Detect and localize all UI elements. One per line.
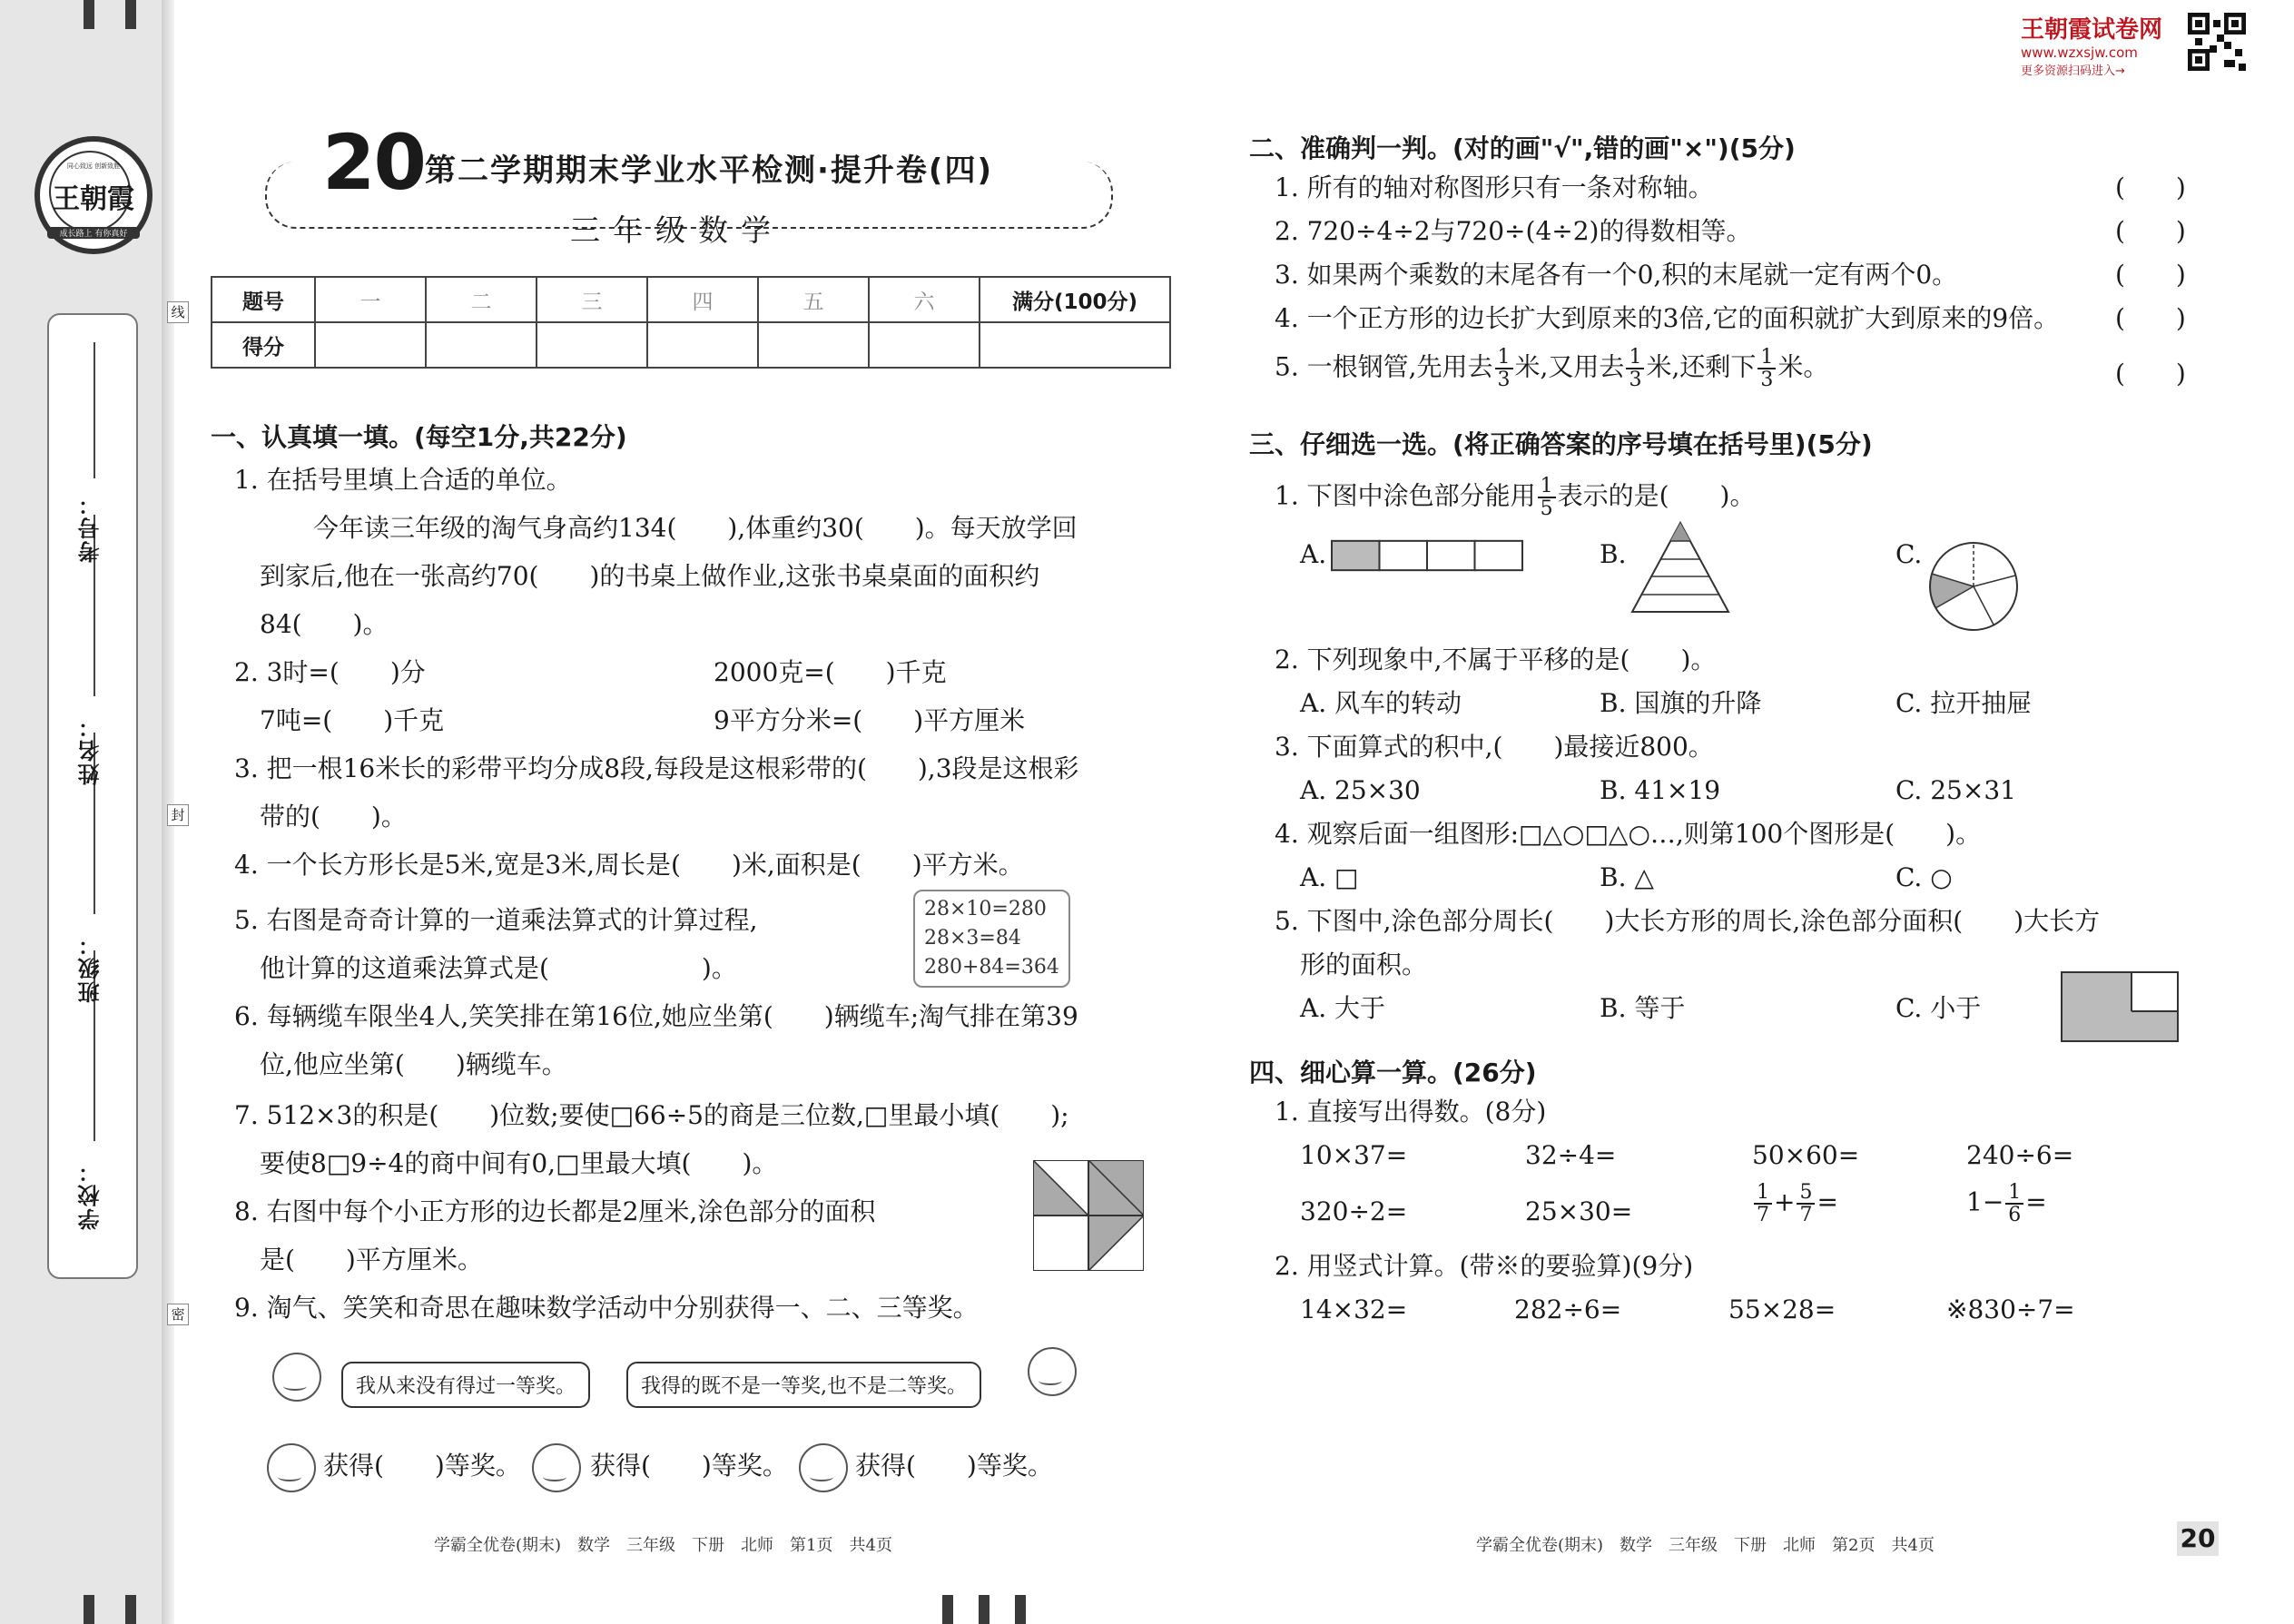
- site-name: 王朝霞试卷网: [2021, 16, 2163, 44]
- q3-line1: 3. 把一根16米长的彩带平均分成8段,每段是这根彩带的( ),3段是这根彩: [234, 753, 1079, 783]
- calc-1-prompt: 1. 直接写出得数。(8分): [1275, 1097, 1547, 1127]
- q1-line3: 84( )。: [260, 609, 389, 639]
- site-tagline: 更多资源扫码进入→: [2021, 64, 2125, 78]
- name-label: 姓名：: [77, 714, 103, 785]
- judge-5-b: 米,又用去: [1514, 351, 1625, 382]
- qr-code-icon[interactable]: [2188, 13, 2246, 71]
- judge-5-c: 米,还剩下: [1646, 351, 1757, 382]
- option-a-label[interactable]: A.: [1300, 539, 1327, 569]
- choice-3-option-c[interactable]: C. 25×31: [1895, 775, 2016, 805]
- choice-4-option-c[interactable]: C. ○: [1895, 862, 1953, 892]
- speech-bubble-1: 我从来没有得过一等奖。: [341, 1362, 590, 1408]
- fraction: $\frac{1}{3}$: [1495, 347, 1513, 390]
- exam-no-line[interactable]: [94, 342, 95, 478]
- brand-name: 王朝霞: [53, 183, 134, 215]
- choice-1-a: 1. 下图中涂色部分能用: [1275, 480, 1536, 511]
- brand-banner: 成长路上 有你真好: [47, 227, 140, 239]
- paper-title: 第二学期期末学业水平检测·提升卷(四): [425, 153, 993, 189]
- paper-number: 20: [322, 118, 425, 207]
- footer-right: 学霸全优卷(期末) 数学 三年级 下册 北师 第2页 共4页: [1476, 1536, 1935, 1555]
- judge-3: 3. 如果两个乘数的末尾各有一个0,积的末尾就一定有两个0。: [1275, 260, 1958, 290]
- section-2-heading: 二、准确判一判。(对的画"√",错的画"×")(5分): [1249, 133, 1796, 163]
- choice-5-option-a[interactable]: A. 大于: [1300, 993, 1386, 1023]
- option-b-label[interactable]: B.: [1600, 539, 1627, 569]
- fraction: $\frac{5}{7}$: [1797, 1182, 1815, 1225]
- score-cell[interactable]: [869, 322, 980, 368]
- girl-avatar-icon: [1028, 1347, 1077, 1396]
- judge-4-paren[interactable]: ( ): [2115, 303, 2186, 333]
- score-col-header: 三: [537, 277, 647, 322]
- seal-char: 密: [167, 1304, 189, 1325]
- judge-5-d: 米。: [1777, 351, 1829, 382]
- fraction: $\frac{1}{7}$: [1754, 1182, 1772, 1225]
- score-cell[interactable]: [426, 322, 537, 368]
- q1-line2: 到家后,他在一张高约70( )的书桌上做作业,这张书桌桌面的面积约: [260, 561, 1040, 591]
- score-col-header: 五: [758, 277, 869, 322]
- calc-step: 28×3=84: [924, 926, 1021, 950]
- boy-avatar-icon: [272, 1353, 321, 1402]
- choice-3-option-a[interactable]: A. 25×30: [1300, 775, 1421, 805]
- crop-mark: [942, 1595, 953, 1624]
- footer-left: 学霸全优卷(期末) 数学 三年级 下册 北师 第1页 共4页: [434, 1536, 892, 1555]
- q2-part-b: 2000克=( )千克: [714, 657, 947, 687]
- oral-calc: 320÷2=: [1300, 1196, 1408, 1226]
- choice-4: 4. 观察后面一组图形:□△○□△○…,则第100个图形是( )。: [1275, 819, 1982, 849]
- fraction: $\frac{1}{5}$: [1538, 476, 1556, 519]
- calc-step: 280+84=364: [924, 955, 1059, 979]
- q4-text: 4. 一个长方形长是5米,宽是3米,周长是( )米,面积是( )平方米。: [234, 850, 1024, 880]
- q8-grid-figure: [1033, 1160, 1144, 1271]
- boy-avatar-icon: [267, 1443, 316, 1492]
- q3-line2: 带的( )。: [260, 802, 407, 832]
- speech-bubble-2: 我得的既不是一等奖,也不是二等奖。: [626, 1362, 981, 1408]
- vertical-calc: ※830÷7=: [1946, 1294, 2075, 1324]
- choice-5-option-b[interactable]: B. 等于: [1600, 993, 1686, 1023]
- q2-part-c: 7吨=( )千克: [260, 705, 445, 735]
- score-cell[interactable]: [758, 322, 869, 368]
- choice-3-option-b[interactable]: B. 41×19: [1600, 775, 1721, 805]
- q1-line1: 今年读三年级的淘气身高约134( ),体重约30( )。每天放学回: [313, 513, 1078, 543]
- choice-1-b: 表示的是( )。: [1557, 480, 1756, 511]
- score-col-header: 六: [869, 277, 980, 322]
- q6-line2: 位,他应坐第( )辆缆车。: [260, 1049, 567, 1079]
- crop-mark: [979, 1595, 989, 1624]
- vertical-calc: 14×32=: [1300, 1294, 1408, 1324]
- score-table: [211, 276, 1171, 369]
- score-cell[interactable]: [980, 322, 1170, 368]
- score-cell[interactable]: [537, 322, 647, 368]
- paper-subtitle: 三年级数学: [570, 212, 783, 248]
- oral-calc-fraction-sum: $\frac{1}{7}$ + $\frac{5}{7}$ =: [1752, 1182, 1838, 1225]
- judge-4: 4. 一个正方形的边长扩大到原来的3倍,它的面积就扩大到原来的9倍。: [1275, 303, 2060, 333]
- q1-prompt: 1. 在括号里填上合适的单位。: [234, 465, 572, 495]
- girl-avatar-icon: [532, 1443, 581, 1492]
- choice-2-option-b[interactable]: B. 国旗的升降: [1600, 688, 1762, 718]
- choice-3: 3. 下面算式的积中,( )最接近800。: [1275, 732, 1714, 762]
- choice-2-option-c[interactable]: C. 拉开抽屉: [1895, 688, 2033, 718]
- brand-seal: [34, 136, 153, 254]
- student-id-box: [47, 313, 138, 1279]
- vertical-calc: 282÷6=: [1514, 1294, 1622, 1324]
- site-url: www.wzxsjw.com: [2021, 44, 2138, 61]
- q2-part-a: 2. 3时=( )分: [234, 657, 426, 687]
- score-col-header: 四: [647, 277, 758, 322]
- choice-5-line2: 形的面积。: [1300, 950, 1428, 979]
- judge-1: 1. 所有的轴对称图形只有一条对称轴。: [1275, 172, 1714, 202]
- choice-5-option-c[interactable]: C. 小于: [1895, 993, 1982, 1023]
- score-col-header: 二: [426, 277, 537, 322]
- section-4-heading: 四、细心算一算。(26分): [1249, 1058, 1537, 1088]
- crop-mark: [125, 0, 136, 29]
- q5-calc-box: [913, 890, 1070, 988]
- q7-line1: 7. 512×3的积是( )位数;要使□66÷5的商是三位数,□里最小填( );: [234, 1100, 1069, 1130]
- score-cell[interactable]: [647, 322, 758, 368]
- judge-5-paren[interactable]: ( ): [2115, 359, 2186, 389]
- judge-1-paren[interactable]: ( ): [2115, 172, 2186, 202]
- judge-2-paren[interactable]: ( ): [2115, 216, 2186, 246]
- exam-no-label: 考号：: [77, 492, 103, 563]
- class-label: 班级：: [77, 932, 103, 1003]
- q9-text: 9. 淘气、笑笑和奇思在趣味数学活动中分别获得一、二、三等奖。: [234, 1293, 979, 1323]
- choice-2-option-a[interactable]: A. 风车的转动: [1300, 688, 1462, 718]
- oral-calc: 32÷4=: [1525, 1140, 1617, 1170]
- choice-1: [1275, 476, 1755, 519]
- fraction: $\frac{1}{6}$: [2005, 1182, 2023, 1225]
- seal-char: 线: [167, 301, 189, 323]
- score-col-header: 一: [315, 277, 426, 322]
- score-col-total: 满分(100分): [980, 277, 1170, 322]
- option-c-label[interactable]: C.: [1895, 539, 1923, 569]
- judge-5: [1275, 347, 1828, 390]
- page-number: 20: [2177, 1521, 2219, 1556]
- boy-avatar-icon: [799, 1443, 848, 1492]
- score-row-label: 得分: [212, 322, 315, 368]
- award-answer-2: 获得( )等奖。: [590, 1451, 788, 1481]
- oral-calc-fraction-diff: 1− $\frac{1}{6}$ =: [1966, 1181, 2047, 1227]
- choice-5-line1: 5. 下图中,涂色部分周长( )大长方形的周长,涂色部分面积( )大长方: [1275, 906, 2101, 936]
- q5-line1: 5. 右图是奇奇计算的一道乘法算式的计算过程,: [234, 905, 758, 935]
- vertical-calc: 55×28=: [1728, 1294, 1836, 1324]
- q2-part-d: 9平方分米=( )平方厘米: [714, 705, 1026, 735]
- crop-mark: [125, 1595, 136, 1624]
- judge-3-paren[interactable]: ( ): [2115, 260, 2186, 290]
- seal-char: 封: [167, 804, 189, 826]
- crop-mark: [1015, 1595, 1026, 1624]
- option-b-triangle-figure: [1630, 521, 1730, 615]
- judge-5-a: 5. 一根钢管,先用去: [1275, 351, 1493, 382]
- crop-mark: [84, 1595, 94, 1624]
- oral-calc: 240÷6=: [1966, 1140, 2074, 1170]
- oral-calc: 25×30=: [1525, 1196, 1633, 1226]
- calc-step: 28×10=280: [924, 898, 1047, 920]
- choice-5-rectangle-figure: [2061, 971, 2179, 1042]
- oral-calc: 10×37=: [1300, 1140, 1408, 1170]
- brand-motto: 同心致远 创新致胜: [66, 162, 121, 170]
- judge-2: 2. 720÷4÷2与720÷(4÷2)的得数相等。: [1275, 216, 1752, 246]
- award-answer-3: 获得( )等奖。: [855, 1451, 1053, 1481]
- school-label: 学校：: [77, 1159, 103, 1230]
- oral-calc: 50×60=: [1752, 1140, 1860, 1170]
- q8-line2: 是( )平方厘米。: [260, 1245, 483, 1275]
- choice-4-option-b[interactable]: B. △: [1600, 862, 1654, 892]
- q8-line1: 8. 右图中每个小正方形的边长都是2厘米,涂色部分的面积: [234, 1196, 876, 1226]
- calc-2-prompt: 2. 用竖式计算。(带※的要验算)(9分): [1275, 1251, 1694, 1281]
- award-answer-1: 获得( )等奖。: [323, 1451, 521, 1481]
- choice-2: 2. 下列现象中,不属于平移的是( )。: [1275, 645, 1717, 674]
- site-logo: [2021, 11, 2202, 78]
- choice-4-option-a[interactable]: A. □: [1300, 862, 1359, 892]
- section-3-heading: 三、仔细选一选。(将正确答案的序号填在括号里)(5分): [1249, 429, 1873, 459]
- q6-line1: 6. 每辆缆车限坐4人,笑笑排在第16位,她应坐第( )辆缆车;淘气排在第39: [234, 1001, 1078, 1031]
- crop-mark: [84, 0, 94, 29]
- option-a-strip-figure: [1331, 539, 1523, 572]
- score-cell[interactable]: [315, 322, 426, 368]
- q7-line2: 要使8□9÷4的商中间有0,□里最大填( )。: [260, 1148, 778, 1178]
- fraction: $\frac{1}{3}$: [1757, 347, 1776, 390]
- q5-line2: 他计算的这道乘法算式是( )。: [260, 953, 737, 983]
- fraction: $\frac{1}{3}$: [1626, 347, 1644, 390]
- section-1-heading: 一、认真填一填。(每空1分,共22分): [211, 422, 627, 452]
- score-row-label: 题号: [212, 277, 315, 322]
- option-c-circle-figure: [1925, 537, 2023, 635]
